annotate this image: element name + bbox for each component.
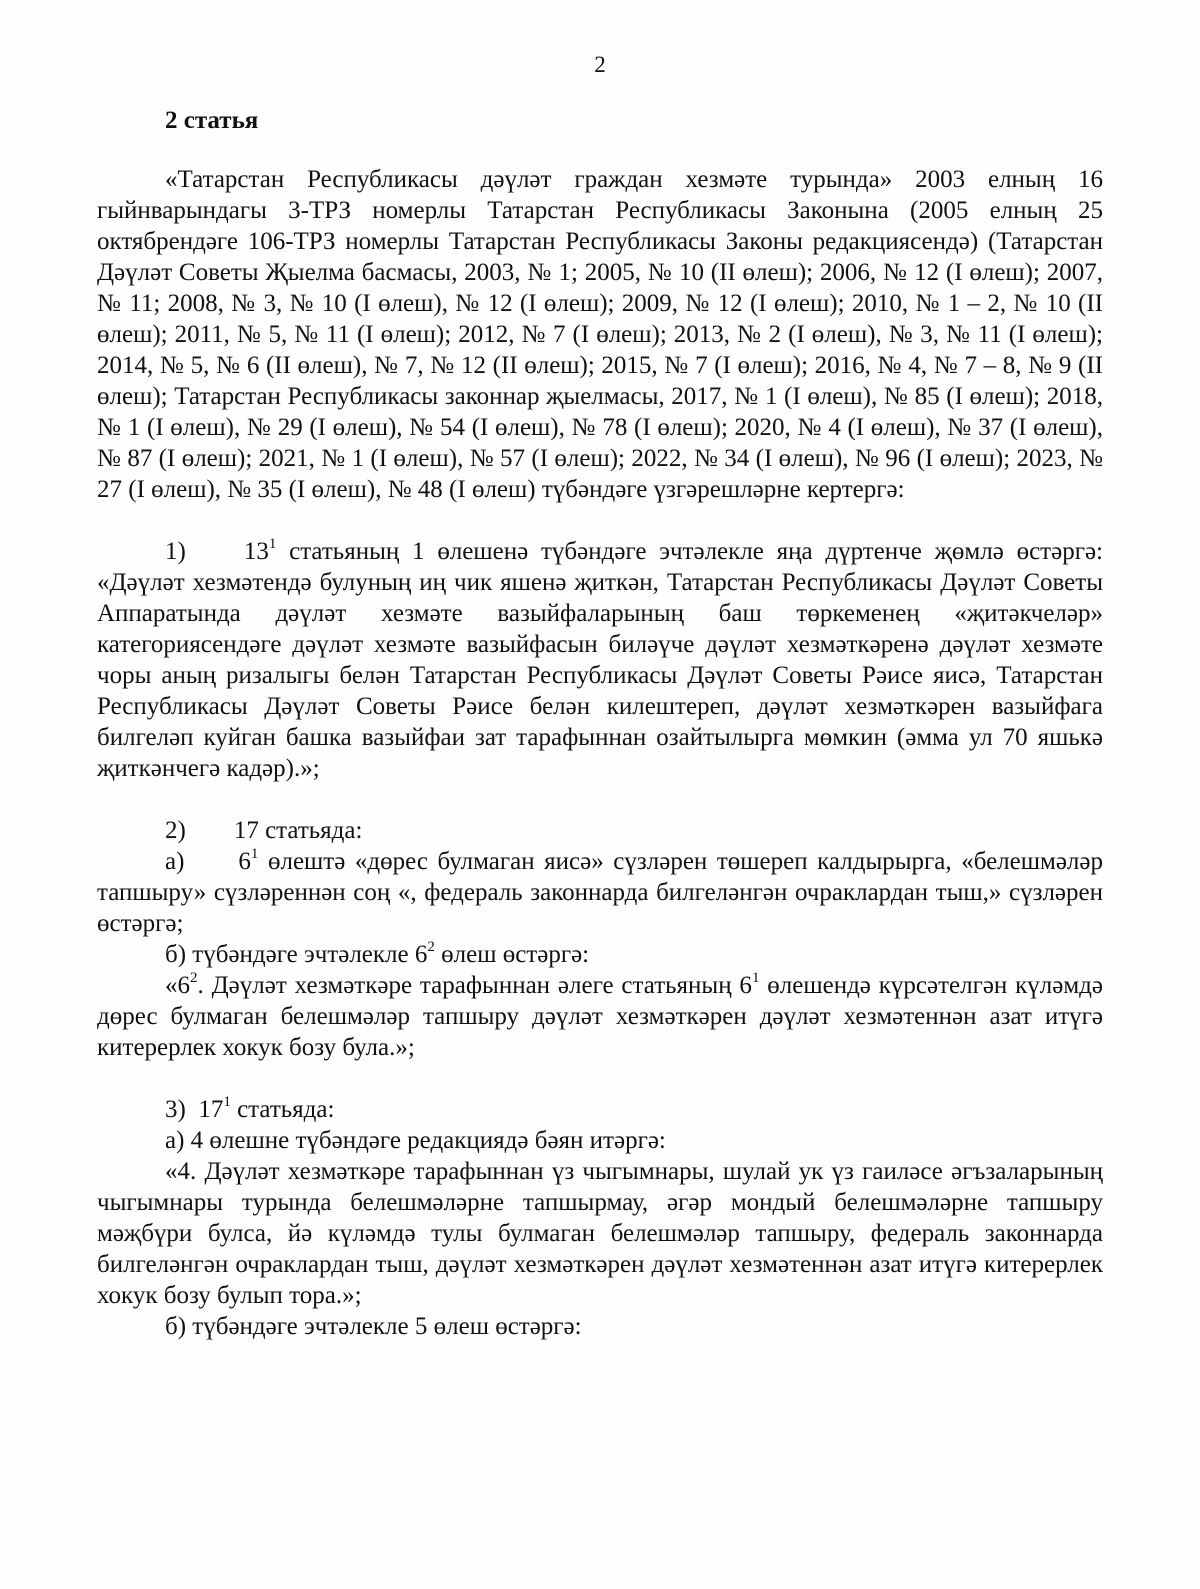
item-2-a-label: а)	[165, 848, 185, 875]
item-2-head: 17 статьяда:	[233, 817, 363, 844]
item-2-a-part: $6^1$	[238, 845, 259, 875]
article-heading: 2 статья	[165, 107, 259, 134]
item-2-a-text: өлештә «дөрес булмаган яисә» сүзләрен төшереп калдырырга, «белешмәләр тапшыру» сүзләреннән соң «, федераль законнарда билгеләнгән очраклардан тыш,» сүзләрен өстәргә;	[97, 848, 1103, 937]
item-1-number: 1)	[165, 538, 186, 565]
item-3-quote: «4. Дәүләт хезмәткәре тарафыннан үз чыгымнары, шулай ук үз гаиләсе әгъзаларының чыгымнары турында белешмәләрне тапшырмау, әгәр мондый белешмәләрне тапшыру мәҗбүри булса, йә күләмдә тулы булмаган белешмәләр тапшыру, федераль законнарда билгеләнгән очраклардан тыш, дәүләт хезмәткәрен дәүләт хезмәтеннән азат итүгә китерерлек хокук бозу булып тора.»;	[97, 1158, 1103, 1309]
item-2-number: 2)	[165, 817, 186, 844]
item-2-b-paragraph: б) түбәндәге эчтәлекле $6^2$ өлеш өстәргә:	[165, 938, 590, 968]
item-3-heading: 3) $17^1$ статьяда:	[165, 1093, 335, 1123]
page-number: 2	[594, 52, 606, 77]
item-1-paragraph	[97, 536, 1103, 784]
item-3-number: 3)	[165, 1096, 186, 1123]
item-2-heading	[97, 815, 1103, 846]
item-2-a-paragraph	[97, 846, 1103, 939]
intro-paragraph: «Татарстан Республикасы дәүләт граждан хезмәте турында» 2003 елның 16 гыйнварындагы 3-ТРЗ номерлы Татарстан Республикасы Законына (2005 елның 25 октябрендәге 106-ТРЗ номерлы Татарстан Республикасы Законы редакциясендә) (Татарстан Дәүләт Советы Җыелма басмасы, 2003, № 1; 2005, № 10 (II өлеш); 2006, № 12 (I өлеш); 2007, № 11; 2008, № 3, № 10 (I өлеш), № 12 (I өлеш); 2009, № 12 (I өлеш); 2010, № 1 – 2, № 10 (II өлеш); 2011, № 5, № 11 (I өлеш); 2012, № 7 (I өлеш); 2013, № 2 (I өлеш), № 3, № 11 (I өлеш); 2014, № 5, № 6 (II өлеш), № 7, № 12 (II өлеш); 2015, № 7 (I өлеш); 2016, № 4, № 7 – 8, № 9 (II өлеш); Татарстан Республикасы законнар җыелмасы, 2017, № 1 (I өлеш), № 85 (I өлеш); 2018, № 1 (I өлеш), № 29 (I өлеш), № 54 (I өлеш), № 78 (I өлеш); 2020, № 4 (I өлеш), № 37 (I өлеш), № 87 (I өлеш); 2021, № 1 (I өлеш), № 57 (I өлеш); 2022, № 34 (I өлеш), № 96 (I өлеш); 2023, № 27 (I өлеш), № 35 (I өлеш), № 48 (I өлеш) түбәндәге үзгәрешләрне кертергә:	[97, 166, 1103, 503]
item-1-text: статьяның 1 өлешенә түбәндәге эчтәлекле яңа дүртенче җөмлә өстәргә: «Дәүләт хезмәтендә булуның иң чик яшенә җиткән, Татарстан Республикасы Дәүләт Советы Аппаратында дәүләт хезмәте вазыйфаларының баш төркеменең «җитәкчеләр» категориясендәге дәүләт хезмәте вазыйфасын биләүче дәүләт хезмәткәренә дәүләт хезмәте чоры аның ризалыгы белән Татарстан Республикасы Дәүләт Советы Рәисе яисә, Татарстан Республикасы Дәүләт Советы Рәисе белән килештереп, дәүләт хезмәткәрен вазыйфага билгеләп куйган башка вазыйфаи зат тарафыннан озайтылырга мөмкин (әмма ул 70 яшькә җиткәнчегә кадәр).»;	[97, 538, 1103, 782]
item-1-article: $13^1$	[243, 535, 277, 565]
item-3-b-paragraph: б) түбәндәге эчтәлекле 5 өлеш өстәргә:	[165, 1313, 582, 1340]
document-body	[97, 104, 1103, 1342]
item-3-a-paragraph: а) 4 өлешне түбәндәге редакциядә бәян итәргә:	[165, 1127, 666, 1154]
item-2-quote: «$6^2$. Дәүләт хезмәткәре тарафыннан әлеге статьяның $6^1$ өлешендә күрсәтелгән күләмдә дөрес булмаган белешмәләр тапшыру дәүләт хезмәткәрен дәүләт хезмәтеннән азат итүгә китерерлек хокук бозу була.»;	[97, 969, 1103, 1061]
